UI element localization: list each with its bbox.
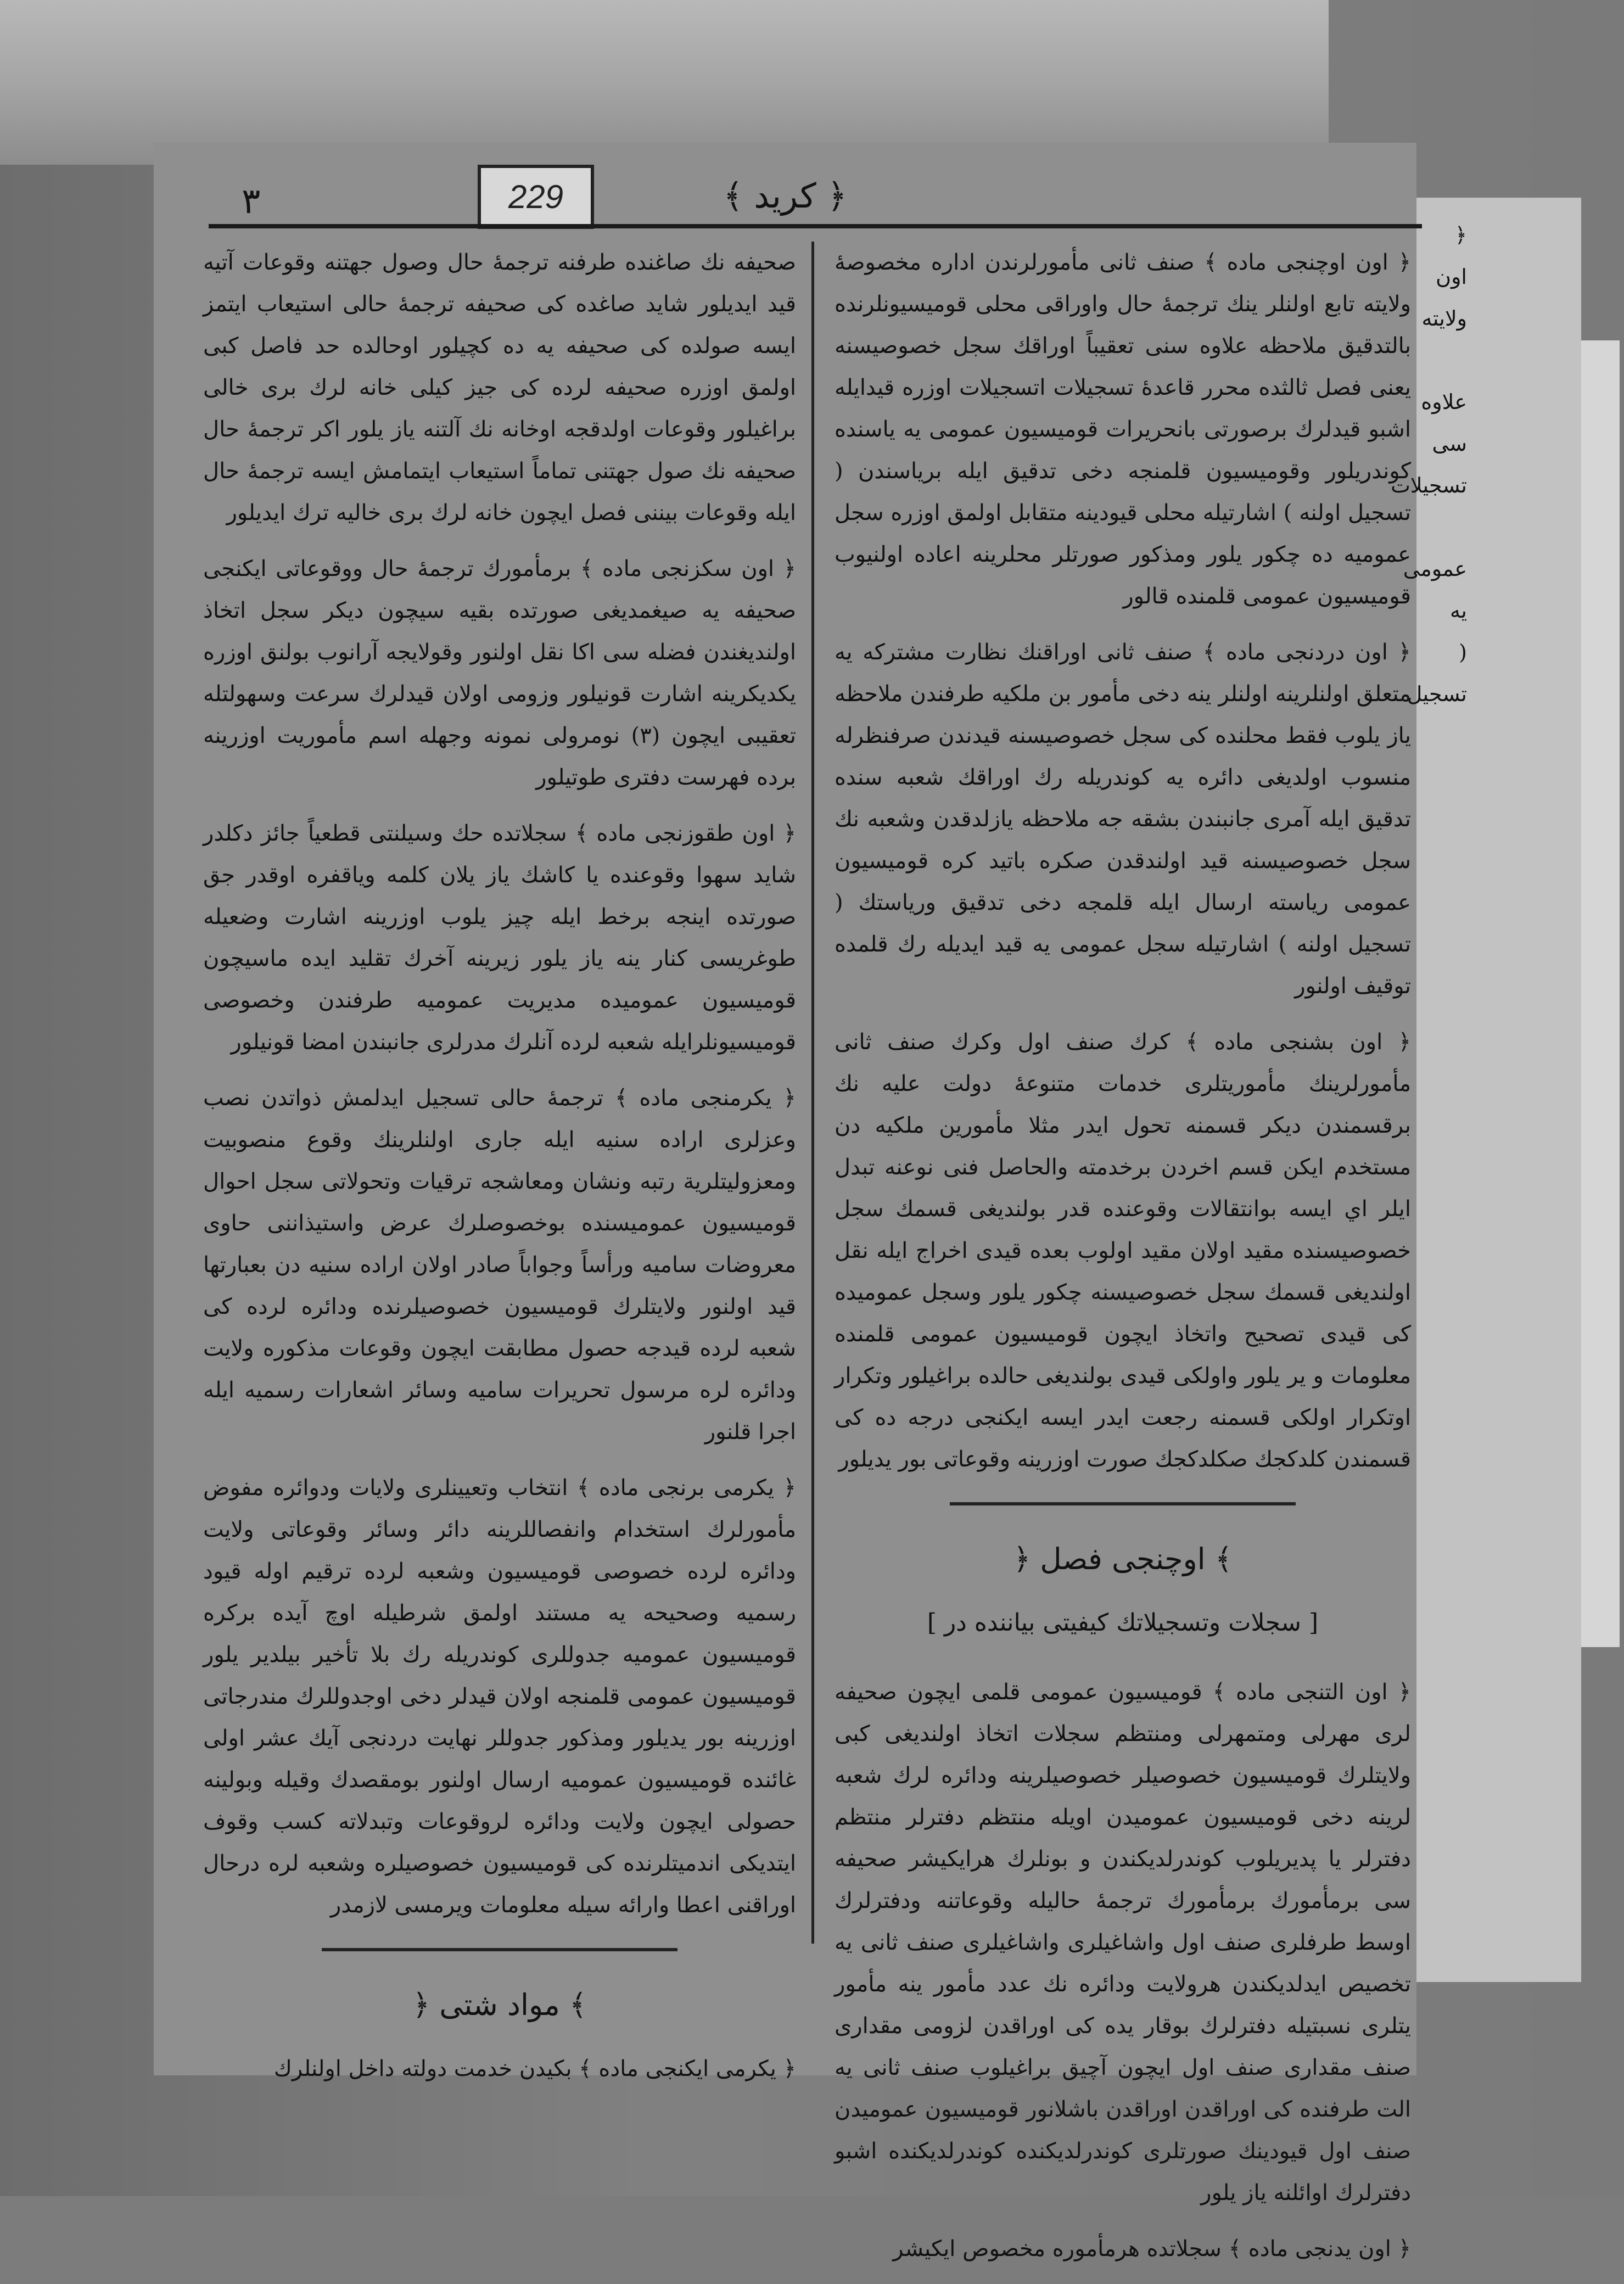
strip-fragment: ( تسجيل [1407,640,1467,706]
article-18: ﴿ اون سكزنجى ماده ﴾ برمأمورك ترجمهٔ حال ووقوعاتى ايكنجى صحيفه يه صيغمدیغی صورتده بقيه سيچون ديكر سجل اتخاذ اولنديغندن فضله سى اكا نقل اولنور وقولايجه آرانوب بولنق اوزره يكديكرينه اشارت قونيلور وزومى اولان قيدلرك سرعت وسهولتله تعقيبى ايچون (٣) نومرولى نمونه وجهله اسم مأموريت اوزرينه برده فهرست دفترى طوتيلور [203,556,796,790]
ornament-divider [322,1948,677,1951]
section-heading: ﴾ مواد شتى ﴿ [412,1988,587,2022]
strip-fragment: عمومى يه [1403,557,1467,623]
strip-fragment: ﴿ اون [1436,223,1467,289]
left-column [203,242,796,2104]
strip-fragment: تسجيلات [1391,473,1467,497]
article-16: ﴿ اون التنجى ماده ﴾ قوميسيون عمومى قلمى ايچون صحيفه لرى مهرلى ومتمهرلى ومنتظم سجلات اتخاذ اولنديغى كبى ولايتلرك قوميسيون خصوصيلر خصوصيلرينه ودائره لرك شعبه لرينه دخى قوميسيون عموميدن اويله منتظم دفترلر منتظم دفترلر يا پديريلوب كوندرلديكندن و بونلرك هرايكيشر صحيفه سى برمأمورك برمأمورك ترجمهٔ حاليله وقوعاتنه ودفترلرك اوسط طرفلرى صنف اول واشاغيلرى واشاغيلرى صنف ثانى يه تخصيص ايدلديكندن هرولايت ودائره نك عدد مأمور ينه مأمور يتلرى نسبتيله دفترلرك بوقار يده كى اوراقدن لزومى مقدارى صنف مقدارى صنف اول ايچون آچيق براغيلوب صنف ثانى يه الت طرفنده كى اوراقدن اوراقدن باشلانور قوميسيون عموميدن صنف اول قيودينك صورتلرى كوندرلديكنده كوندرلديكنده اشبو دفترلرك اوائلنه ياز يلور [835,1680,1411,2205]
article-22-start: ﴿ يكرمى ايكنجى ماده ﴾ بكيدن خدمت دولته داخل اولنلرك [273,2056,796,2081]
section-subheading: [ سجلات وتسجيلاتك كيفيتى بياننده در ] [927,1609,1319,1637]
article-14: ﴿ اون دردنجى ماده ﴾ صنف ثانى اوراقنك نظارت مشتركه يه متعلق اولنلرينه اولنلر ينه دخى مأمور بن ملكيه طرفندن ملاحظه ياز يلوب فقط محلنده كى سجل خصوصيسنه قيدندن صرفنظرله منسوب اولديغى دائره يه كوندريله رك اوراقك شعبه سنده تدقيق ايله آمرى جانبندن بشقه جه ملاحظه يازلدقدن وشعبه نك سجل خصوصيسنه قيد اولندقدن صكره باتيد كره قوميسيون عمومى رياسته ارسال ايله قلمجه دخى تدقيق ورياستك ( تسجيل اولنه ) اشارتيله سجل عمومى يه قيد ايديله رك قلمده توقيف اولنور [835,640,1411,999]
article-15: ﴿ اون بشنجى ماده ﴾ كرك صنف اول وكرك صنف ثانى مأمورلرينك مأموريتلرى خدمات متنوعهٔ دولت عليه نك برقسمندن ديكر قسمنه تحول ايدر مثلا مأمورين ملكيه دن مستخدم ايكن قسم اخردن برخدمته والحاصل فنى نوعنه تبدل ايلر اي ايسه بوانتقالات وقوعنده قدر بولنديغى قسمك سجل خصوصيسنده مقيد اولان مقيد اولوب بعده قيدى اخراج ايله نقل اولنديغى قسمك سجل خصوصيسنه چكور يلور وسجل عموميده كى قيدى تصحيح واتخاذ ايچون قوميسيون عمومى قلمنده معلومات و ير يلور واولكى قيدى بولنديغى حالده براغيلور وتكرار اوتكرار اولكى قسمنه رجعت ايدر ايسه ايكنجى درجه ده كى قسمندن كلدكجك صكلدكجك صورت اوزرينه وقوعاتى بور يديلور [835,1029,1412,1472]
scan-edge-strip [1581,340,1620,1647]
article-17-start: ﴿ اون يدنجى ماده ﴾ سجلاتده هرمأموره مخصوص ايكيشر [893,2236,1411,2261]
overlapping-sheet [0,0,1329,165]
header-rule [209,224,1422,228]
ornament-divider [950,1502,1296,1505]
strip-fragment: علاوه سى [1421,390,1467,456]
page-number: ٣ [242,181,261,222]
article-19: ﴿ اون طقوزنجى ماده ﴾ سجلاتده حك وسيلنتى قطعياً جائز دكلدر شايد سهوا وقوعنده يا كاشك ياز يلان كلمه وياقفره اوقدر جق صورتده اينجه برخط ايله چيز يلوب اوزرينه اشارت وضعيله طوغريسى كنار ينه ياز يلور زيرينه آخرك تقليد ايده ماسيچون قوميسيون عموميده مديريت عموميه طرفندن وخصوصى قوميسيونلرايله شعبه لرده آنلرك مدرلرى جانبندن امضا قونيلور [203,821,796,1055]
column-divider [811,242,814,1944]
strip-fragment: ولايته [1421,306,1467,331]
article-21: ﴿ يكرمى برنجى ماده ﴾ انتخاب وتعيينلرى ولايات ودوائره مفوض مأمورلرك استخدام وانفصاللرينه دائر وسائر وقوعاتى ولايت ودائره لرده خصوصى قوميسيون وشعبه لرده ترقيم اوله قيود رسميه وصحيحه يه مستند اولمق شرطيله اوچ آيده بركره قوميسيون عموميه جدوللرى كوندريله رك بلا تأخير بيلدير يلور قوميسيون عمومى قلمنجه اولان قيدلر دخى اوجدوللرك مندرجاتى اوزرينه بور يديلور ومذكور جدوللر نهايت دردنجى آيك عشر اولى غائنده قوميسيون عموميه ارسال اولنور بومقصدك وقيله وبولينه حصولى ايچون ولايت ودائره لروقوعات وتبدلاته كسب وقوف ايتديكى اندميتلرنده كى قوميسيون خصوصيلره وشعبه لره درحال اوراقنى اعطا وارائه سيله معلومات ويرمسى لازمدر [203,1475,796,1918]
archive-stamp: 229 [478,165,594,229]
article-17-cont: صحيفه نك صاغنده طرفنه ترجمهٔ حال وصول جهتنه وقوعات آتيه قيد ايديلور شايد صاغده كى صحيفه ترجمهٔ حالى استيعاب ايتمز ايسه صولده كى صحيفه يه ده كچيلور اوحالده حد فاصل كبى اولمق اوزره صحيفه لرده كى جيز كيلى خانه لرك برى خالى براغيلور وقوعات اولدقجه اوخانه نك آلتنه ياز يلور اكر ترجمهٔ حال صحيفه نك صول جهتنى تماماً استيعاب ايتمامش ايسه ترجمهٔ حال ايله وقوعات بيننى فصل ايچون خانه لرك برى خاليه ترك ايديلور [203,250,796,525]
section-heading: ﴾ اوچنجى فصل ﴿ [1013,1542,1233,1576]
strip-fragments [1391,214,1467,715]
article-20: ﴿ يكرمنجى ماده ﴾ ترجمهٔ حالى تسجيل ايدلمش ذواتدن نصب وعزلرى اراده سنيه ايله جارى اولنلرينك وقوع منصوبيت ومعزوليتلرية رتبه ونشان ومعاشجه ترقيات وتحولاتى سجل احوال قوميسيون عموميسنده بوخصوصلرك عرض واستيذاننى حاوى معروضات ساميه ورأساً وجواباً صادر اولان اراده سنيه دن بعبارتها قيد اولنور ولايتلرك قوميسيون خصوصيلرنده ودائره لرده كى شعبه لرده قيدجه حصول مطابقت ايچون وقوعات مذكوره ولايت ودائره لره مرسول تحريرات ساميه وسائر اشعارات رسميه ايله اجرا قلنور [203,1085,797,1445]
article-13: ﴿ اون اوچنجى ماده ﴾ صنف ثانى مأمورلرندن اداره مخصوصهٔ ولايته تابع اولنلر ينك ترجمهٔ حال واوراقى محلى قوميسيونلرنده بالتدقيق ملاحظه علاوه سنى تعقيباً اوراقك سجل خصوصيسنه يعنى فصل ثالثده محرر قاعدهٔ تسجيلات اتسجيلات اوزره قيدايله اشبو قيدلرك برصورتى بانحريرات قوميسيون عمومى يه ياسنده كوندريلور وقوميسيون قلمنجه دخى تدقيق ايله برياسندن ( تسجيل اولنه ) اشارتيله محلى قيودينه متقابل اولمق اوزره سجل عموميه ده چكور يلور ومذكور صورتلر محلرينه اعاده اولنيوب قوميسيون عمومى قلمنده قالور [835,250,1411,609]
masthead-title: ﴾ كريد ﴿ [723,176,847,216]
right-column [835,242,1411,2284]
